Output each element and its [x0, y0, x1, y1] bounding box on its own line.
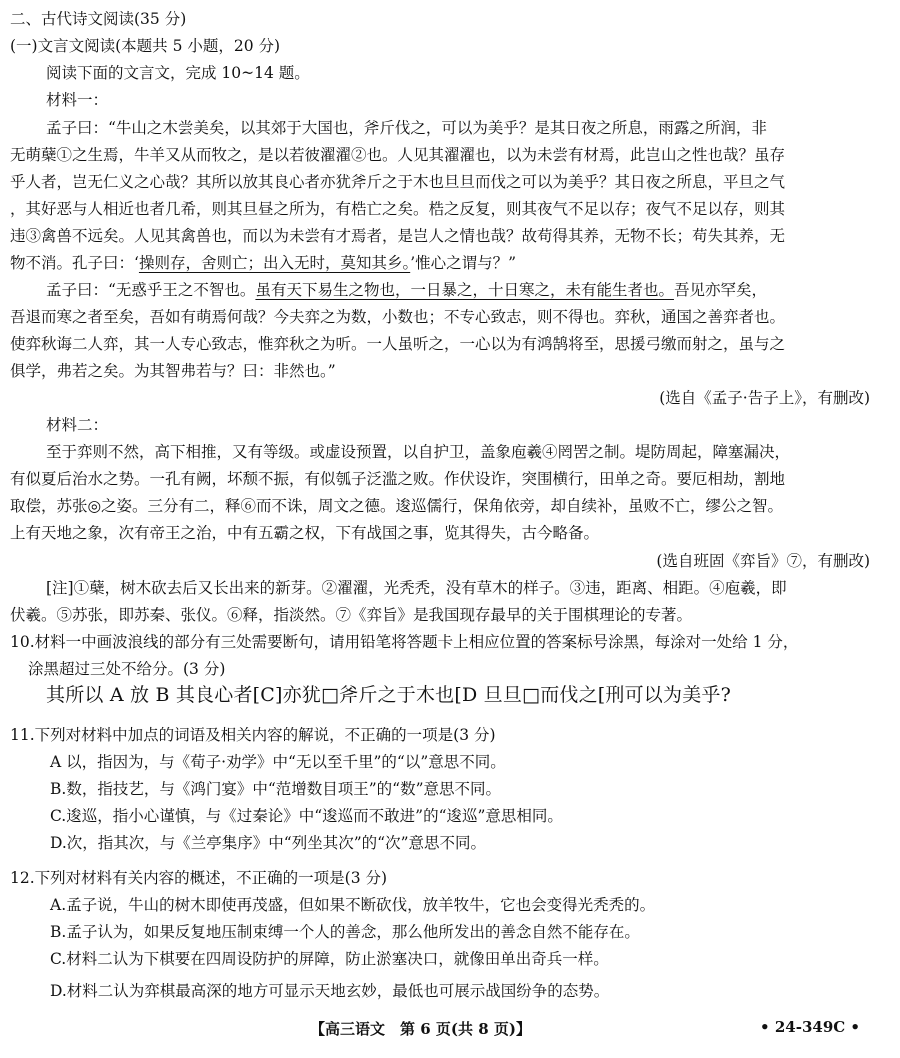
question-11-option-a: A 以，指因为，与《荀子·劝学》中“无以至千里”的“以”意思不同。: [50, 753, 506, 771]
question-12-option-c: C.材料二认为下棋要在四周设防护的屏障，防止淤塞决口，就像田单出奇兵一样。: [50, 950, 609, 968]
page-number: 【高三语文 第 6 页(共 8 页)】: [310, 1020, 531, 1038]
passage-line: 乎人者，岂无仁义之心哉？其所以放其良心者亦犹斧斤之于木也旦旦而伐之可以为美乎？其日夜之所息，平旦之气: [10, 173, 786, 191]
question-11-option-b: B.数，指技艺，与《鸿门宴》中“范增数目项王”的“数”意思不同。: [50, 780, 502, 798]
passage-line: 违③禽兽不远矣。人见其禽兽也，而以为未尝有才焉者，是岂人之情也哉？故苟得其养，无物不长；苟失其养，无: [10, 227, 786, 245]
passage-line: 上有天地之象，次有帝王之治，中有五霸之权，下有战国之事，览其得失，古今略备。: [10, 524, 600, 542]
material-2-label: 材料二：: [46, 416, 109, 434]
question-10-sentence: 其所以 A 放 B 其良心者[C]亦犹□斧斤之于木也[D 旦旦□而伐之[刑可以为美乎?: [46, 684, 731, 706]
underlined-text: 虽有天下易生之物也，一日暴之，十日寒之，未有能生者也。: [255, 281, 674, 299]
passage-line: 俱学，弗若之矣。为其智弗若与？曰：非然也。”: [10, 362, 336, 380]
passage-line: 孟子曰：“牛山之木尝美矣，以其郊于大国也，斧斤伐之，可以为美乎？是其日夜之所息，雨露之所润，非: [46, 119, 767, 137]
question-10-stem: 涂黑超过三处不给分。(3 分): [28, 660, 226, 678]
material-1-source: (选自《孟子·告子上》，有删改): [659, 389, 870, 407]
passage-line: 有似夏后治水之势。一孔有阙，坏颓不振，有似瓠子泛滥之败。作伏设诈，突围横行，田单之奇。要厄相劫，割地: [10, 470, 786, 488]
passage-line: [10, 252, 516, 274]
question-12-option-a: A.孟子说，牛山的树木即使再茂盛，但如果不断砍伐，放羊牧牛，它也会变得光秃秃的。: [50, 896, 656, 914]
passage-line: 取偿，苏张◎之姿。三分有二，释⑥而不诛，周文之德。逡巡儒行，保角依旁，却自续补，虽败不亡，缪公之智。: [10, 497, 784, 515]
annotation-line: [注]①蘖，树木砍去后又长出来的新芽。②濯濯，光秃秃，没有草木的样子。③违，距离、相距。④庖羲，即: [46, 579, 787, 597]
question-12-stem: 12.下列对材料有关内容的概述，不正确的一项是(3 分): [10, 869, 388, 887]
question-12-option-d: D.材料二认为弈棋最高深的地方可显示天地玄妙，最低也可展示战国纷争的态势。: [50, 982, 610, 1000]
question-11-option-d: D.次，指其次，与《兰亭集序》中“列坐其次”的“次”意思不同。: [50, 834, 486, 852]
passage-line: 至于弈则不然，高下相推，又有等级。或虚设预置，以自护卫，盖象庖羲④罔罟之制。堤防周起，障塞漏决，: [46, 443, 791, 461]
instruction: 阅读下面的文言文，完成 10~14 题。: [46, 64, 310, 82]
underlined-text: 操则存，舍则亡；出入无时，莫知其乡。: [138, 254, 411, 272]
material-1-label: 材料一：: [46, 91, 109, 109]
text-segment: ’惟心之谓与？”: [410, 254, 517, 272]
sub-title: (一)文言文阅读(本题共 5 小题，20 分): [10, 37, 281, 55]
question-10-stem: 10.材料一中画波浪线的部分有三处需要断句，请用铅笔将答题卡上相应位置的答案标号涂黑，每涂对一处给 1 分，: [10, 633, 799, 651]
section-title: 二、古代诗文阅读(35 分): [10, 10, 187, 28]
question-11-option-c: C.逡巡，指小心谨慎，与《过秦论》中“逡巡而不敢进”的“逡巡”意思相同。: [50, 807, 563, 825]
exam-code: • 24-349C •: [760, 1018, 860, 1036]
text-segment: 孟子曰：“无惑乎王之不智也。: [46, 281, 256, 299]
passage-line: [46, 279, 767, 301]
text-segment: 吾见亦罕矣，: [673, 281, 767, 299]
material-2-source: (选自班固《弈旨》⑦，有删改): [656, 552, 870, 570]
passage-line: 使弈秋诲二人弈，其一人专心致志，惟弈秋之为听。一人虽听之，一心以为有鸿鹄将至，思援弓缴而射之，虽与之: [10, 335, 786, 353]
passage-line: ，其好恶与人相近也者几希，则其旦昼之所为，有梏亡之矣。梏之反复，则其夜气不足以存；夜气不足以存，则其: [10, 200, 786, 218]
question-11-stem: 11.下列对材料中加点的词语及相关内容的解说，不正确的一项是(3 分): [10, 726, 496, 744]
text-segment: 物不消。孔子曰：‘: [10, 254, 139, 272]
annotation-line: 伏羲。⑤苏张，即苏秦、张仪。⑥释，指淡然。⑦《弈旨》是我国现存最早的关于围棋理论的专著。: [10, 606, 693, 624]
question-12-option-b: B.孟子认为，如果反复地压制束缚一个人的善念，那么他所发出的善念自然不能存在。: [50, 923, 640, 941]
passage-line: 无萌蘖①之生焉，牛羊又从而牧之，是以若彼濯濯②也。人见其濯濯也，以为未尝有材焉，此岂山之性也哉？虽存: [10, 146, 786, 164]
passage-line: 吾退而寒之者至矣，吾如有萌焉何哉？今夫弈之为数，小数也；不专心致志，则不得也。弈秋，通国之善弈者也。: [10, 308, 786, 326]
